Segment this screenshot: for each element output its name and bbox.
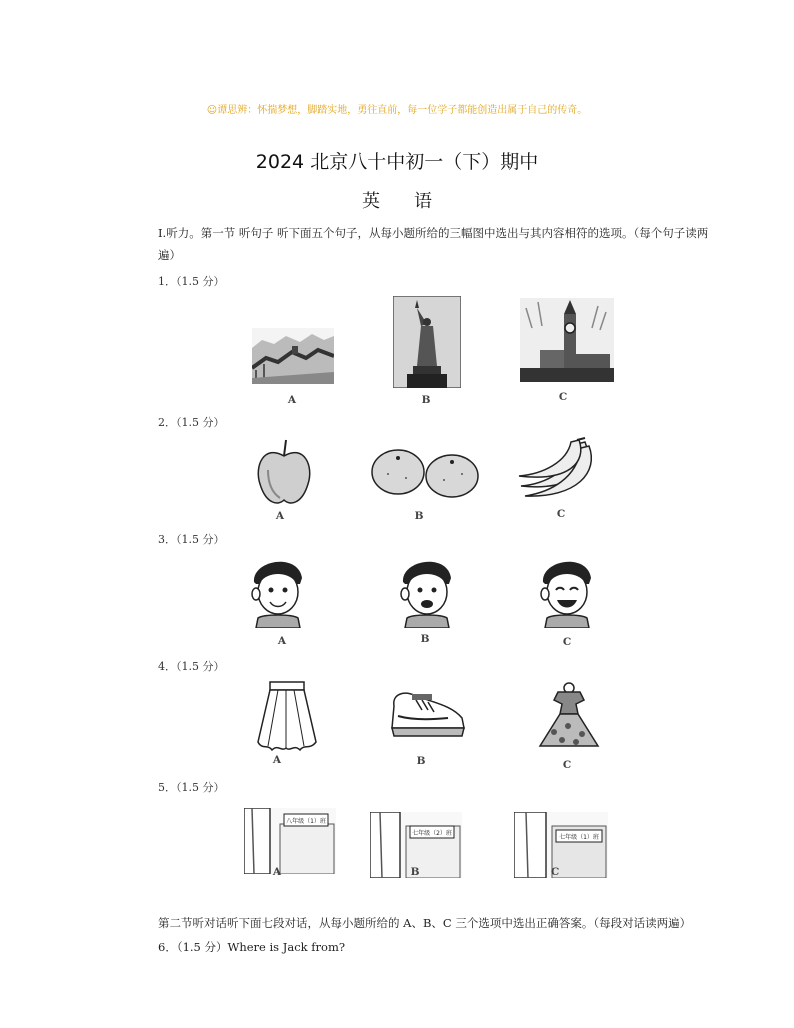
question-3-number: 3．（1.5 分） xyxy=(158,533,225,546)
boy-face-icon xyxy=(395,554,459,628)
question-3-option-b: B xyxy=(420,633,430,645)
sneaker-icon xyxy=(388,686,468,738)
door-sign-a: 八年级（1）班 xyxy=(286,818,326,825)
question-3-option-c: C xyxy=(562,636,572,648)
question-2-number: 2．（1.5 分） xyxy=(158,416,225,429)
dress-icon xyxy=(536,682,602,752)
question-1-option-c: C xyxy=(558,391,568,403)
question-5-number: 5．（1.5 分） xyxy=(158,781,225,794)
subject-title: 英语 xyxy=(362,191,466,212)
great-wall-icon xyxy=(252,328,334,384)
question-1-number: 1．（1.5 分） xyxy=(158,275,225,288)
door-sign-c: 七年级（1）班 xyxy=(559,834,599,841)
question-1-option-a: A xyxy=(287,394,297,406)
boy-face-icon xyxy=(246,554,310,628)
question-4-option-a: A xyxy=(272,754,282,766)
question-1-option-b: B xyxy=(421,394,431,406)
big-ben-icon xyxy=(520,298,614,382)
classroom-door-icon xyxy=(244,808,336,874)
question-4-number: 4．（1.5 分） xyxy=(158,660,225,673)
bananas-icon xyxy=(515,436,599,502)
page-title: 2024 北京八十中初一（下）期中 xyxy=(255,151,539,173)
question-2-option-a: A xyxy=(275,510,285,522)
door-sign-b: 七年级（2）班 xyxy=(412,830,452,837)
question-2-option-c: C xyxy=(556,508,566,520)
skirt-icon xyxy=(254,680,320,754)
question-3-option-a: A xyxy=(277,635,287,647)
question-2-option-b: B xyxy=(414,510,424,522)
question-6-text: 6．（1.5 分）Where is Jack from? xyxy=(158,940,346,954)
section1-instruction: Ⅰ.听力。第一节 听句子 听下面五个句子，从每小题所给的三幅图中选出与其内容相符的选项。（每个句子读两遍） xyxy=(158,226,709,262)
question-5-option-a: A xyxy=(272,866,282,878)
motto-banner: ☺谭思辨：怀揣梦想，脚踏实地，勇往直前，每一位学子都能创造出属于自己的传奇。 xyxy=(206,105,588,116)
question-5-option-b: B xyxy=(410,866,420,878)
boy-face-icon xyxy=(535,554,599,628)
apple-icon xyxy=(254,436,314,508)
question-4-option-c: C xyxy=(562,759,572,771)
statue-of-liberty-icon xyxy=(393,296,461,388)
oranges-icon xyxy=(370,448,480,498)
question-4-option-b: B xyxy=(416,755,426,767)
section2-instruction: 第二节听对话听下面七段对话，从每小题所给的 A、B、C 三个选项中选出正确答案。（每段对话读两遍） xyxy=(158,916,692,930)
question-5-option-c: C xyxy=(550,866,560,878)
